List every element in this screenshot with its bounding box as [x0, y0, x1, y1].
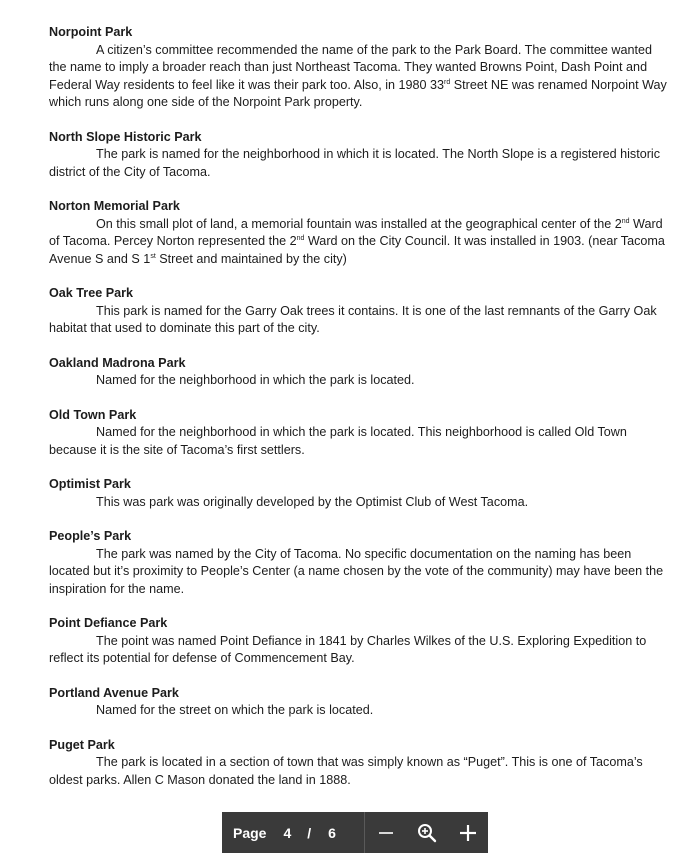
description-text: The park was named by the City of Tacoma. No specific documentation on the naming has been located but it’s proximity to People’s Center (a name chosen by the vote of the community) may have been the inspiration for the name. — [49, 546, 664, 596]
page-label: Page — [233, 824, 267, 841]
page-indicator — [222, 812, 364, 853]
park-title: People’s Park — [49, 529, 132, 543]
park-entries-list — [49, 24, 669, 789]
description-text: This was park was originally developed by the Optimist Club of West Tacoma. — [96, 494, 529, 509]
total-pages: 6 — [328, 824, 336, 841]
description-text: A citizen’s committee recommended the name of the park to the Park Board. The committee wanted the name to imply a broader reach than just Northeast Tacoma. They wanted Browns Point, Dash Point and Federal Way residents to feel like it was their park too. Also, in 1980 33 — [49, 42, 653, 92]
park-description — [49, 303, 669, 338]
description-text: Named for the street on which the park is located. — [96, 703, 374, 717]
park-entry — [49, 129, 669, 182]
zoom-out-button[interactable] — [365, 812, 406, 853]
park-title: Point Defiance Park — [49, 616, 168, 630]
park-title: Optimist Park — [49, 477, 131, 491]
page-separator: / — [307, 824, 312, 841]
zoom-fit-button[interactable] — [406, 812, 447, 853]
document-page — [49, 24, 669, 806]
park-entry — [49, 407, 669, 460]
plus-icon — [459, 824, 477, 842]
description-text: The park is named for the neighborhood in which it is located. The North Slope is a registered historic district of the City of Tacoma. — [49, 147, 660, 179]
park-title: Portland Avenue Park — [49, 685, 179, 700]
park-description — [49, 754, 669, 789]
park-title: Old Town Park — [49, 407, 137, 422]
description-text: Named for the neighborhood in which the park is located. This neighborhood is called Old Town because it is the site of Tacoma’s first settlers. — [49, 425, 627, 457]
description-text: Street and maintained by the city) — [155, 251, 347, 266]
park-entry — [49, 685, 669, 720]
park-title: North Slope Historic Park — [49, 129, 202, 144]
park-description — [49, 633, 669, 668]
ordinal-suffix: nd — [621, 217, 630, 225]
current-page-number[interactable]: 4 — [283, 824, 292, 841]
description-text: Street NE was renamed Norpoint Way which runs along one side of the Norpoint Park property. — [49, 77, 667, 109]
park-description — [49, 372, 669, 390]
park-entry — [49, 476, 669, 511]
park-title: Norton Memorial Park — [49, 199, 180, 213]
park-description — [49, 146, 669, 181]
description-text: Ward on the City Council. It was installed in 1903. (near Tacoma Avenue S and S 1 — [49, 234, 665, 266]
description-text: The point was named Point Defiance in 1841 by Charles Wilkes of the U.S. Exploring Expedition to reflect its potential for defense of Commencement Bay. — [49, 633, 647, 665]
magnifier-icon — [417, 823, 437, 843]
park-title: Norpoint Park — [49, 25, 133, 39]
description-text: Ward of Tacoma. Percey Norton represented the 2 — [49, 216, 663, 248]
minus-icon — [378, 825, 394, 841]
description-text: The park is located in a section of town that was simply known as “Puget”. This is one of Tacoma’s oldest parks. Allen C Mason donated the land in 1888. — [49, 755, 643, 787]
ordinal-suffix: rd — [444, 78, 451, 86]
park-entry — [49, 737, 669, 790]
park-entry — [49, 528, 669, 598]
ordinal-suffix: nd — [296, 234, 305, 242]
description-text: On this small plot of land, a memorial fountain was installed at the geographical center of the 2 — [96, 216, 622, 231]
description-text: This park is named for the Garry Oak trees it contains. It is one of the last remnants of the Garry Oak habitat that used to dominate this part of the city. — [49, 303, 657, 335]
park-entry — [49, 24, 669, 112]
park-description — [49, 702, 669, 720]
park-description — [49, 546, 669, 599]
park-description — [49, 42, 669, 112]
park-description — [49, 216, 669, 269]
park-entry — [49, 285, 669, 338]
park-entry — [49, 198, 669, 268]
ordinal-suffix: st — [150, 252, 156, 260]
park-description — [49, 424, 669, 459]
description-text: Named for the neighborhood in which the park is located. — [96, 373, 415, 387]
park-title: Oak Tree Park — [49, 286, 134, 300]
park-title: Oakland Madrona Park — [49, 355, 186, 370]
pdf-page-toolbar — [222, 812, 488, 853]
park-entry — [49, 615, 669, 668]
park-title: Puget Park — [49, 737, 115, 752]
park-description — [49, 494, 669, 512]
zoom-in-button[interactable] — [447, 812, 488, 853]
park-entry — [49, 355, 669, 390]
